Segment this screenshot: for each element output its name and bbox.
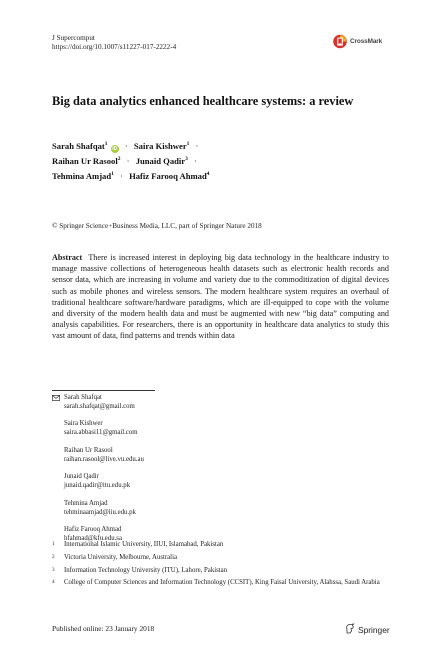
copyright-notice: © Springer Science+Business Media, LLC, part of Springer Nature 2018 (52, 222, 262, 230)
author-line-3 (52, 168, 210, 183)
contact-entry (52, 420, 144, 437)
author-name[interactable]: Raihan Ur Rasool (52, 156, 118, 167)
author-name[interactable]: Tehmina Amjad (52, 171, 112, 182)
orcid-icon[interactable]: iD (112, 146, 118, 152)
contact-email[interactable]: hfahmad@kfu.edu.sa (64, 535, 122, 543)
springer-horse-icon (345, 621, 355, 639)
author-affil-sup: 3 (185, 156, 188, 163)
contact-entry (52, 394, 144, 411)
affiliation-list (52, 541, 389, 592)
author-separator: · (120, 171, 123, 182)
abstract-text: There is increased interest in deploying big data technology in the healthcare industry to manage massive collections of heterogeneous health datasets such as electronic health records and sensor data, which are increasing in volume and variety due to the commoditization of digital devices such as mobile phones and wireless sensors. The modern healthcare system requires an overhaul of traditional healthcare software/hardware paradigms, which are ill-equipped to cope with the volume and diversity of the modern health data and must be augmented with new “big data” computing and analysis capabilities. For researchers, there is an opportunity in healthcare data analytics to study this vast amount of data, find patterns and trends within data (52, 253, 389, 341)
doi-link[interactable]: https://doi.org/10.1007/s11227-017-2222-4 (52, 43, 177, 51)
published-date: Published online: 23 January 2018 (52, 624, 155, 633)
affiliation-text: College of Computer Sciences and Information Technology (CCSIT), King Faisal University, Alahssa, Saudi Arabia (64, 579, 380, 587)
author-list (52, 138, 210, 184)
author-separator: · (195, 141, 199, 151)
author-separator: · (126, 156, 130, 167)
author-line-1 (52, 138, 210, 153)
author-name[interactable]: Saira Kishwer (133, 141, 187, 151)
contact-entry (52, 447, 144, 464)
affiliation-text: Information Technology University (ITU), Lahore, Pakistan (64, 566, 228, 574)
author-affil-sup: 1 (111, 171, 114, 178)
springer-label: Springer (358, 625, 390, 635)
author-affil-sup: 4 (206, 171, 210, 178)
affiliation-number: 1 (52, 541, 55, 547)
contact-name: Raihan Ur Rasool (64, 446, 113, 454)
affiliation-item (52, 541, 389, 550)
affiliation-number: 4 (52, 579, 55, 586)
author-name[interactable]: Sarah Shafqat (52, 141, 105, 151)
crossmark-icon (333, 34, 347, 49)
crossmark-badge[interactable] (333, 34, 382, 49)
author-separator: · (124, 141, 128, 151)
contact-name: Junaid Qadir (64, 473, 99, 481)
contact-email[interactable]: saira.abbasi11@gmail.com (64, 429, 138, 437)
contact-email[interactable]: junaid.qadir@itu.edu.pk (64, 482, 131, 490)
contact-name: Hafiz Farooq Ahmad (64, 526, 122, 534)
affiliation-number: 2 (52, 553, 55, 560)
author-line-2 (52, 153, 210, 168)
contact-name: Sarah Shafqat (64, 394, 102, 401)
journal-name: J Supercomput (52, 34, 95, 42)
abstract-heading: Abstract (52, 253, 83, 262)
author-name[interactable]: Junaid Qadir (135, 156, 186, 167)
author-name[interactable]: Hafiz Farooq Ahmad (129, 171, 207, 182)
affiliation-item (52, 567, 389, 576)
contact-email[interactable]: tehminaamjad@iiu.edu.pk (64, 508, 136, 516)
author-affil-sup: 1 (186, 141, 190, 147)
contact-name: Saira Kishwer (64, 420, 103, 428)
affiliation-text: International Islamic University, IIUI, Islamabad, Pakistan (64, 541, 224, 548)
author-affil-sup: 2 (117, 156, 121, 163)
contact-name: Tehmina Amjad (64, 499, 108, 507)
footnote-divider (52, 390, 155, 391)
paper-title: Big data analytics enhanced healthcare systems: a review (52, 94, 354, 108)
affiliation-number: 3 (52, 566, 55, 573)
contact-entry (52, 473, 144, 490)
journal-header (52, 34, 176, 52)
envelope-icon (52, 394, 64, 403)
crossmark-label: CrossMark (350, 38, 383, 45)
affiliation-item (52, 579, 389, 588)
contact-email[interactable]: sarah.shafqat@gmail.com (64, 402, 135, 410)
affiliation-text: Victoria University, Melbourne, Australia (64, 553, 177, 561)
contact-entry (52, 500, 144, 517)
contact-list (52, 394, 144, 553)
contact-email[interactable]: raihan.rasool@live.vu.edu.au (64, 455, 144, 463)
abstract (52, 252, 389, 342)
affiliation-item (52, 554, 389, 563)
author-affil-sup: 1 (104, 141, 108, 147)
author-separator: · (194, 156, 197, 167)
springer-logo (345, 621, 390, 639)
